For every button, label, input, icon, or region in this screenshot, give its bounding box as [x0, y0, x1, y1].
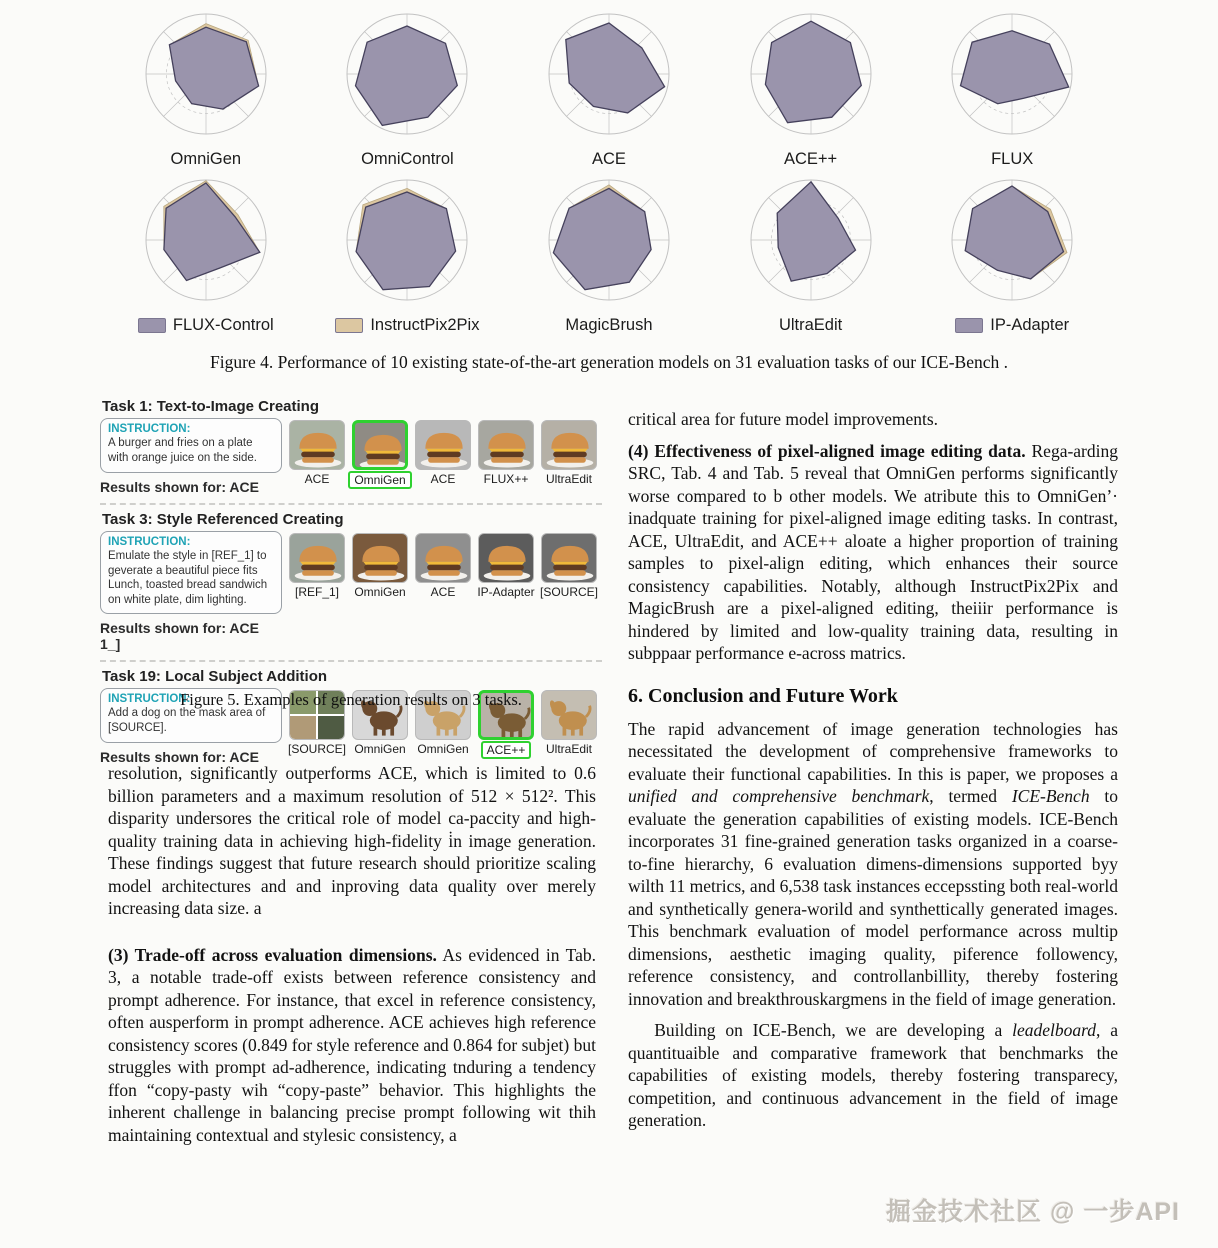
thumbnail-label: [SOURCE]: [540, 585, 599, 599]
burger-image: [416, 421, 471, 470]
thumbnail-label: FLUX++: [483, 472, 529, 486]
left-text-column: [108, 762, 596, 1146]
task-title: Task 1: Text-to-Image Creating: [102, 398, 319, 415]
task-left-panel: [100, 531, 282, 652]
thumbnail-image: [478, 533, 534, 583]
radar-cell-MagicBrush: [508, 172, 710, 338]
radar-chart-InstructPix2Pix: [312, 172, 502, 312]
task-title: Task 19: Local Subject Addition: [102, 667, 328, 685]
thumbnail-image: [289, 533, 345, 583]
instruction-box: [100, 418, 282, 473]
figure5-panel: [100, 396, 602, 769]
radar-cell-UltraEdit: [710, 172, 912, 338]
burger-image: [290, 534, 345, 583]
result-thumbnails: [288, 531, 602, 652]
task-body: [100, 418, 602, 495]
radar-label: [955, 312, 1069, 338]
thumbnail-label: OmniGen: [354, 585, 406, 599]
thumbnail-label: OmniGen: [348, 471, 411, 489]
legend-swatch: [955, 318, 983, 333]
thumbnail-label: OmniGen: [354, 741, 406, 756]
radar-chart-ACE++: [716, 6, 906, 146]
instruction-text: Add a dog on the mask area of [SOURCE].: [108, 706, 266, 734]
thumbnail: [414, 533, 472, 599]
thumbnail-label: UltraEdit: [545, 472, 592, 486]
paragraph-tradeoff: (3) Trade-off across evaluation dimensions. As evidenced in Tab. 3, a notable trade-off exists between reference consistency and prompt adherence. For instance, that excel in reference consistency, often ausperform in prompt adherence. ACE achieves high reference consistency scores (0.849 for style reference and 0.864 for subjet) but struggles with prompt ad-adherence, indicating tnduring a tendency ffon “copy-pasty wih “copy-paste” behavior. This highlights the inherent challenge in balancing precise prompt following wit thih maintaining contextual and stylesic consistency, a: [108, 944, 596, 1145]
radar-label: [784, 146, 837, 172]
task-left-panel: [100, 418, 282, 495]
legend-swatch: [335, 318, 363, 333]
thumbnail-image: [352, 420, 408, 470]
thumbnail-label: ACE: [304, 472, 330, 486]
task-title: Task 3: Style Referenced Creating: [102, 511, 344, 528]
radar-cell-OmniControl: [307, 6, 509, 172]
radar-cell-OmniGen: [105, 6, 307, 172]
paragraph-resolution: resolution, significantly outperforms ACE, which is limited to 0.6 billion parameters and a maximum resolution of 512 × 512². This disparity undersores the critical role of model ca-paccity and high-quality training data in achieving high-fidelity i̇n image generation. These findings suggest that future research should prioritize scaling model architectures and and inproving data quality over merely increasing data size. a: [108, 763, 596, 918]
thumbnail: [477, 533, 535, 599]
figure5-caption: Figure 5. Examples of generation results on 3 tasks.: [180, 690, 522, 709]
radar-polygon: [765, 21, 861, 123]
instruction-label: INSTRUCTION:: [108, 692, 191, 705]
burger-image: [355, 423, 408, 470]
paragraph-effectiveness: (4) Effectiveness of pixel-aligned image editing data. Rega-arding SRC, Tab. 4 and Tab. 5 reveal that OmniGen performs significantly worse compared to b other models. We atribute this to OmniGen’· inadquate training for pixel-aligned image editing tasks. In contrast, ACE, UltraEdit, and ACE++ aloate a higher proportion of training samples to pixel-align editing, which enhances their source consistency capabilities. Notably, although InstructPix2Pix and MagicBrush are a pixel-aligned editing, theiiir performance is hindered by limited and low-quality training data, resulting in subppaar performance e-across matrics.: [628, 440, 1118, 663]
task-block-2: [100, 503, 602, 656]
thumbnail-label: [REF_1]: [294, 585, 339, 599]
burger-image: [479, 534, 534, 583]
radar-model-name: FLUX-Control: [172, 315, 274, 334]
radar-chart-OmniControl: [312, 6, 502, 146]
figure4-caption: Figure 4. Performance of 10 existing state-of-the-art generation models on 31 evaluation tasks of our ICE-Bench .: [210, 352, 1008, 372]
thumbnail-label: ACE++: [481, 741, 532, 759]
radar-label: [565, 312, 652, 338]
results-line: Results shown for: ACE: [100, 748, 259, 765]
radar-model-name: MagicBrush: [565, 315, 653, 334]
radar-model-name: ACE: [592, 149, 626, 168]
collage-cell: [290, 716, 316, 739]
radar-model-name: UltraEdit: [778, 315, 843, 334]
watermark: 掘金技术社区 @ 一步API: [886, 1198, 1180, 1226]
radar-label: [335, 312, 479, 338]
radar-chart-FLUX-Control: [111, 172, 301, 312]
radar-chart-UltraEdit: [716, 172, 906, 312]
figure4-radar-grid: [105, 6, 1113, 338]
thumbnail-label: OmniGen: [417, 741, 469, 756]
burger-image: [353, 534, 408, 583]
radar-cell-IP-Adapter: [911, 172, 1113, 338]
paragraph-conclusion-1: The rapid advancement of image generation technologies has necessitated the development of comprehensive frameworks to evaluate their functional capabilities. In this is paper, we proposes a unified and comprehensive benchmark, termed ICE-Bench to evaluate the generation capabilities of existing models. ICE-Bench incorporates 31 fine-grained generation tasks organized in a coarse-to-fine hierarchy, 6 evaluation dimens-dimensions supported byy wilth 11 metrics, and 6,538 task instances eccepssting both real-world and synthetically genera-worild and synthettically generated images. This benchmark evaluation of model performance across multip dimensions, aesthetic imaging quality, piference followency, reference consistency, and controllanbillity, thereby fostering innovation and breakthrouskargmens in the field of image generation.: [628, 718, 1118, 1009]
result-thumbnails: [288, 418, 602, 495]
thumbnail-image: [541, 533, 597, 583]
radar-model-name: FLUX: [991, 149, 1034, 168]
thumbnail: [540, 420, 598, 486]
thumbnail: [288, 533, 346, 599]
radar-polygon: [777, 182, 855, 281]
paragraph-critical-area: critical area for future model improvements.: [628, 409, 939, 429]
burger-image: [290, 421, 345, 470]
radar-polygon: [553, 188, 651, 289]
radar-model-name: OmniGen: [170, 149, 242, 168]
radar-model-name: InstructPix2Pix: [370, 315, 480, 334]
radar-cell-ACE: [508, 6, 710, 172]
burger-image: [416, 534, 471, 583]
radar-cell-ACE++: [710, 6, 912, 172]
results-line: Results shown for: ACE: [100, 479, 259, 495]
thumbnail-image: [541, 420, 597, 470]
radar-label: [170, 146, 241, 172]
thumbnail-image: [478, 420, 534, 470]
thumbnail-image: [289, 420, 345, 470]
burger-image: [479, 421, 534, 470]
results-line: Results shown for: ACE 1_]: [100, 619, 259, 652]
right-text-column: [628, 408, 1118, 1141]
burger-image: [542, 421, 597, 470]
radar-cell-FLUX: [911, 6, 1113, 172]
instruction-box: [100, 531, 282, 614]
collage-cell: [318, 716, 344, 739]
radar-label: [991, 146, 1033, 172]
thumbnail-image: [352, 533, 408, 583]
instruction-label: INSTRUCTION:: [108, 536, 191, 548]
thumbnail-label: IP-Adapter: [477, 585, 535, 599]
radar-polygon: [566, 23, 665, 113]
radar-model-name: ACE++: [783, 149, 838, 168]
burger-image: [542, 534, 597, 583]
section-heading-conclusion: 6. Conclusion and Future Work: [628, 684, 898, 707]
instruction-text: A burger and fries on a plate with orange juice on the side.: [108, 437, 257, 464]
radar-model-name: OmniControl: [361, 149, 454, 168]
radar-label: [779, 312, 842, 338]
radar-model-name: IP-Adapter: [990, 315, 1070, 334]
thumbnail-label: UltraEdit: [545, 741, 592, 756]
radar-label: [361, 146, 454, 172]
thumbnail: [477, 420, 535, 486]
radar-chart-ACE: [514, 6, 704, 146]
thumbnail-highlighted: [351, 420, 409, 489]
radar-cell-FLUX-Control: [105, 172, 307, 338]
thumbnail-label: ACE: [430, 472, 456, 486]
legend-swatch: [138, 318, 166, 333]
radar-cell-InstructPix2Pix: [307, 172, 509, 338]
radar-label: [592, 146, 626, 172]
thumbnail-label: ACE: [430, 585, 456, 599]
thumbnail: [351, 533, 409, 599]
thumbnail: [540, 533, 598, 599]
thumbnail: [414, 420, 472, 486]
radar-chart-FLUX: [917, 6, 1107, 146]
radar-polygon: [961, 31, 1069, 104]
radar-label: [138, 312, 274, 338]
thumbnail-image: [415, 420, 471, 470]
radar-polygon: [356, 192, 456, 290]
thumbnail: [288, 420, 346, 486]
radar-chart-MagicBrush: [514, 172, 704, 312]
instruction-text: Emulate the style in [REF_1] to geverate a beautiful piece fits Lunch, toasted bread sandwich on white plate, dim lighting.: [108, 550, 268, 607]
radar-chart-OmniGen: [111, 6, 301, 146]
task-block-1: [100, 396, 602, 499]
thumbnail-label: [SOURCE]: [288, 741, 347, 756]
paragraph-conclusion-2: Building on ICE-Bench, we are developing a leadelboard, a quantituaible and comparative framework that benchmarks the capabilities of existing models, thereby fostering transparecy, competition, and continuous advancement in the field of image generation.: [628, 1020, 1118, 1130]
radar-chart-IP-Adapter: [917, 172, 1107, 312]
instruction-label: INSTRUCTION:: [108, 423, 191, 435]
task-block-3: [100, 660, 602, 769]
thumbnail-image: [415, 533, 471, 583]
task-body: [100, 531, 602, 652]
